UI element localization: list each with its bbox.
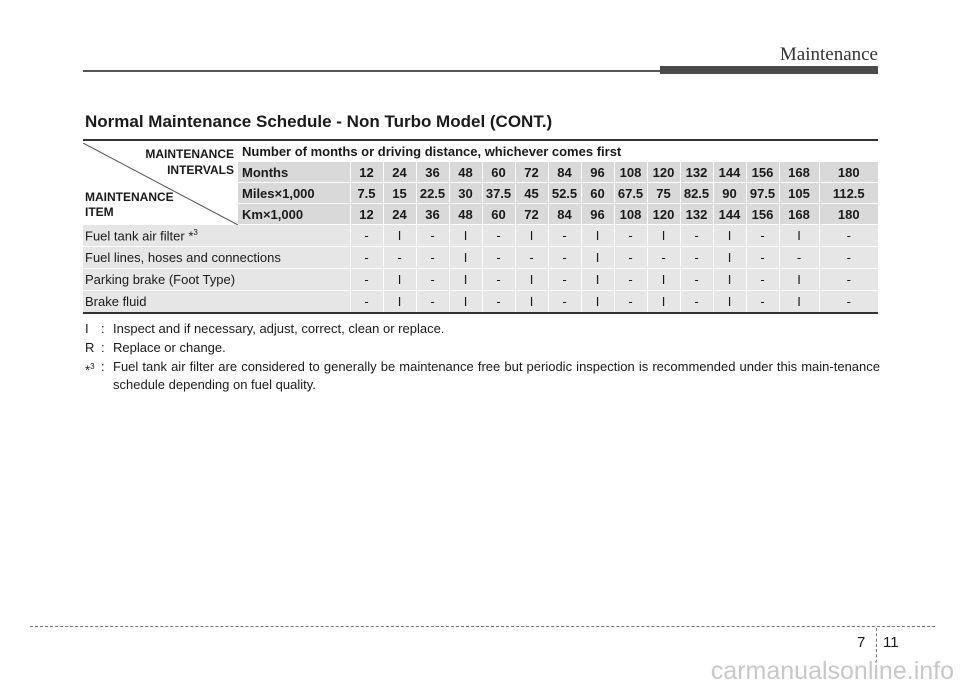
schedule-cell: I xyxy=(581,247,614,269)
schedule-cell: I xyxy=(449,269,482,291)
interval-value: 12 xyxy=(350,162,383,183)
interval-value: 132 xyxy=(680,204,713,225)
table-row xyxy=(83,247,878,269)
interval-value: 22.5 xyxy=(416,183,449,204)
interval-value: 108 xyxy=(614,162,647,183)
watermark: carmanualsonline.info xyxy=(710,657,954,685)
schedule-cell: - xyxy=(482,247,515,269)
interval-value: 120 xyxy=(647,162,680,183)
schedule-cell: - xyxy=(482,269,515,291)
schedule-cell: - xyxy=(482,291,515,314)
maintenance-schedule-table xyxy=(83,139,878,314)
note-separator: : xyxy=(101,359,105,374)
schedule-cell: - xyxy=(548,269,581,291)
notes xyxy=(85,320,880,395)
interval-value: 180 xyxy=(819,162,878,183)
schedule-cell: - xyxy=(548,225,581,247)
item-name-cell xyxy=(83,225,350,247)
corner-item-line: ITEM xyxy=(85,204,114,219)
interval-value: 108 xyxy=(614,204,647,225)
interval-value: 144 xyxy=(713,204,746,225)
interval-value: 37.5 xyxy=(482,183,515,204)
schedule-cell: I xyxy=(713,269,746,291)
corner-intervals-line: INTERVALS xyxy=(167,162,234,177)
schedule-cell: - xyxy=(548,291,581,314)
interval-value: 7.5 xyxy=(350,183,383,204)
schedule-cell: - xyxy=(746,291,779,314)
schedule-cell: I xyxy=(779,269,819,291)
interval-value: 96 xyxy=(581,204,614,225)
item-name: Fuel tank air filter * xyxy=(85,228,194,244)
schedule-cell: I xyxy=(383,269,416,291)
schedule-cell: - xyxy=(416,225,449,247)
interval-unit-label: Km×1,000 xyxy=(238,204,350,225)
note-footnote-ref: 3 xyxy=(90,362,95,371)
note-text: Fuel tank air filter are considered to generally be maintenance free but periodic inspection is recommended under this main-tenance schedule depending on fuel quality. xyxy=(113,359,880,392)
item-name: Fuel lines, hoses and connections xyxy=(85,250,281,265)
schedule-cell: - xyxy=(482,225,515,247)
table-row xyxy=(83,291,878,314)
page-header-title: Maintenance xyxy=(779,44,878,65)
schedule-cell: I xyxy=(647,269,680,291)
note-text: Inspect and if necessary, adjust, correct, clean or replace. xyxy=(113,321,445,336)
schedule-cell: - xyxy=(819,247,878,269)
table-corner-cell xyxy=(83,140,238,225)
schedule-cell: - xyxy=(819,291,878,314)
schedule-cell: I xyxy=(779,225,819,247)
schedule-cell: - xyxy=(350,225,383,247)
schedule-cell: - xyxy=(416,291,449,314)
interval-value: 156 xyxy=(746,204,779,225)
corner-intervals-line: MAINTENANCE xyxy=(145,146,234,161)
schedule-cell: - xyxy=(383,247,416,269)
schedule-cell: I xyxy=(515,225,548,247)
interval-value: 96 xyxy=(581,162,614,183)
interval-value: 180 xyxy=(819,204,878,225)
interval-value: 97.5 xyxy=(746,183,779,204)
schedule-cell: - xyxy=(515,247,548,269)
interval-value: 120 xyxy=(647,204,680,225)
footer-rule xyxy=(30,626,935,627)
schedule-cell: - xyxy=(680,269,713,291)
schedule-cell: I xyxy=(779,291,819,314)
interval-unit-label: Months xyxy=(238,162,350,183)
schedule-cell: I xyxy=(581,225,614,247)
section-title: Normal Maintenance Schedule - Non Turbo Model (CONT.) xyxy=(85,112,553,131)
interval-value: 30 xyxy=(449,183,482,204)
schedule-cell: - xyxy=(614,247,647,269)
schedule-cell: I xyxy=(581,269,614,291)
schedule-cell: I xyxy=(647,225,680,247)
schedule-cell: - xyxy=(746,225,779,247)
table-row xyxy=(83,225,878,247)
note-separator: : xyxy=(101,340,105,355)
interval-value: 144 xyxy=(713,162,746,183)
interval-value: 52.5 xyxy=(548,183,581,204)
interval-value: 45 xyxy=(515,183,548,204)
interval-value: 12 xyxy=(350,204,383,225)
interval-value: 82.5 xyxy=(680,183,713,204)
interval-value: 112.5 xyxy=(819,183,878,204)
header-rule xyxy=(83,70,663,72)
item-name: Brake fluid xyxy=(85,294,147,309)
schedule-cell: I xyxy=(383,291,416,314)
schedule-cell: I xyxy=(515,291,548,314)
interval-value: 168 xyxy=(779,204,819,225)
note-row xyxy=(85,320,880,338)
schedule-cell: - xyxy=(350,269,383,291)
schedule-cell: I xyxy=(647,291,680,314)
schedule-cell: - xyxy=(614,291,647,314)
schedule-cell: I xyxy=(383,225,416,247)
note-key: I xyxy=(85,321,89,336)
corner-item-line: MAINTENANCE xyxy=(85,189,174,204)
interval-value: 60 xyxy=(482,162,515,183)
interval-value: 168 xyxy=(779,162,819,183)
schedule-cell: I xyxy=(713,225,746,247)
schedule-cell: - xyxy=(746,247,779,269)
interval-value: 105 xyxy=(779,183,819,204)
schedule-cell: I xyxy=(713,247,746,269)
interval-unit-label: Miles×1,000 xyxy=(238,183,350,204)
interval-value: 67.5 xyxy=(614,183,647,204)
corner-intervals-label xyxy=(145,146,234,178)
note-row xyxy=(85,358,880,394)
chapter-number: 7 xyxy=(857,634,866,651)
interval-value: 72 xyxy=(515,162,548,183)
note-row xyxy=(85,339,880,357)
schedule-cell: I xyxy=(581,291,614,314)
item-name-cell xyxy=(83,247,350,269)
interval-value: 60 xyxy=(581,183,614,204)
item-name-cell xyxy=(83,291,350,314)
schedule-cell: - xyxy=(350,291,383,314)
header-rule-accent xyxy=(660,66,878,74)
note-key: *$^3$ xyxy=(85,362,95,378)
interval-value: 156 xyxy=(746,162,779,183)
schedule-cell: - xyxy=(819,225,878,247)
interval-value: 90 xyxy=(713,183,746,204)
item-name: Parking brake (Foot Type) xyxy=(85,272,236,287)
schedule-cell: - xyxy=(350,247,383,269)
interval-value: 60 xyxy=(482,204,515,225)
interval-value: 24 xyxy=(383,204,416,225)
item-footnote-ref: 3 xyxy=(193,227,198,237)
interval-value: 84 xyxy=(548,162,581,183)
interval-value: 132 xyxy=(680,162,713,183)
interval-value: 36 xyxy=(416,162,449,183)
schedule-cell: - xyxy=(680,225,713,247)
note-key: R xyxy=(85,340,95,355)
schedule-cell: - xyxy=(819,269,878,291)
item-name-cell xyxy=(83,269,350,291)
interval-value: 24 xyxy=(383,162,416,183)
interval-value: 75 xyxy=(647,183,680,204)
schedule-cell: - xyxy=(779,247,819,269)
interval-value: 72 xyxy=(515,204,548,225)
schedule-cell: I xyxy=(449,247,482,269)
maintenance-table-container xyxy=(83,139,878,314)
schedule-cell: - xyxy=(746,269,779,291)
interval-value: 15 xyxy=(383,183,416,204)
page-number: 11 xyxy=(883,634,899,651)
table-header-row xyxy=(83,140,878,162)
schedule-cell: - xyxy=(680,247,713,269)
interval-value: 48 xyxy=(449,204,482,225)
interval-value: 48 xyxy=(449,162,482,183)
corner-diagonal-header xyxy=(83,143,238,223)
schedule-cell: - xyxy=(647,247,680,269)
interval-value: 36 xyxy=(416,204,449,225)
schedule-cell: - xyxy=(614,269,647,291)
schedule-cell: - xyxy=(416,247,449,269)
note-separator: : xyxy=(101,321,105,336)
interval-span-header: Number of months or driving distance, whichever comes first xyxy=(238,140,878,162)
schedule-cell: - xyxy=(614,225,647,247)
interval-value: 84 xyxy=(548,204,581,225)
table-row xyxy=(83,269,878,291)
corner-item-label xyxy=(85,190,174,220)
schedule-cell: I xyxy=(449,225,482,247)
schedule-cell: - xyxy=(548,247,581,269)
schedule-cell: I xyxy=(713,291,746,314)
schedule-cell: I xyxy=(449,291,482,314)
schedule-cell: - xyxy=(680,291,713,314)
schedule-cell: - xyxy=(416,269,449,291)
schedule-cell: I xyxy=(515,269,548,291)
note-text: Replace or change. xyxy=(113,340,226,355)
